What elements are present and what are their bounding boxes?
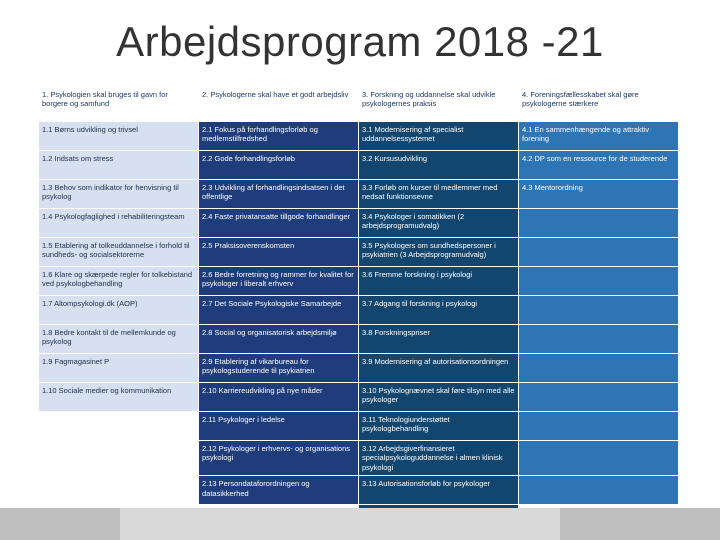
table-cell	[519, 383, 679, 412]
table-cell: 1.9 Fagmagasinet P	[39, 354, 199, 383]
table-cell	[39, 441, 199, 476]
footer-stripe	[560, 508, 720, 540]
table-cell	[519, 209, 679, 238]
table-cell: 1.7 Altompsykologi.dk (AOP)	[39, 296, 199, 325]
table-cell: 1.10 Sociale medier og kommunikation	[39, 383, 199, 412]
table-row	[39, 412, 679, 441]
table-row	[39, 267, 679, 296]
table-cell: 1.2 Indsats om stress	[39, 151, 199, 180]
table-cell	[519, 476, 679, 505]
table-row	[39, 441, 679, 476]
table-row	[39, 122, 679, 151]
table-row	[39, 325, 679, 354]
table-cell: 3.5 Psykologers om sundhedspersoner i psykiatrien (3 Arbejdsprogramudvalg)	[359, 238, 519, 267]
table-row	[39, 354, 679, 383]
table-cell: 3.13 Autorisationsforløb for psykologer	[359, 476, 519, 505]
table-row	[39, 476, 679, 505]
table-row	[39, 180, 679, 209]
table-cell: 1.6 Klare og skærpede regler for tolkebistand ved psykologbehandling	[39, 267, 199, 296]
table-cell: 2.8 Social og organisatorisk arbejdsmiljø	[199, 325, 359, 354]
table-cell: 2.7 Det Sociale Psykologiske Samarbejde	[199, 296, 359, 325]
footer-band	[0, 508, 720, 540]
table-cell	[519, 296, 679, 325]
table-row	[39, 151, 679, 180]
table-cell: 1.8 Bedre kontakt til de mellemkunde og psykolog	[39, 325, 199, 354]
table-cell: 4.2 DP som en ressource for de studerende	[519, 151, 679, 180]
table-cell: 3.11 Teknologiunderstøttet psykologbehandling	[359, 412, 519, 441]
column-header-1: 1. Psykologien skal bruges til gavn for borgere og samfund	[39, 87, 199, 122]
table-cell: 1.5 Etablering af tolkeuddannelse i forhold til sundheds- og socialsektorerne	[39, 238, 199, 267]
table-cell: 3.1 Modernisering af specialist uddannelsessystemet	[359, 122, 519, 151]
table-cell: 2.12 Psykologer i erhvervs- og organisations psykologi	[199, 441, 359, 476]
table-cell	[39, 476, 199, 505]
table-cell: 2.3 Udvikling af forhandlingsindsatsen i det offentlige	[199, 180, 359, 209]
table-cell: 2.10 Karriereudvikling på nye måder	[199, 383, 359, 412]
table-cell: 2.6 Bedre forretning og rammer for kvalitet for psykologer i liberalt erhverv	[199, 267, 359, 296]
table-cell: 4.3 Mentorordning	[519, 180, 679, 209]
table-header-row	[39, 87, 679, 122]
table-cell: 3.6 Fremme forskning i psykologi	[359, 267, 519, 296]
footer-stripe	[0, 508, 120, 540]
table-cell: 2.5 Praksisoverenskomsten	[199, 238, 359, 267]
table-cell: 4.1 En sammenhængende og attraktiv forening	[519, 122, 679, 151]
table-cell: 2.2 Gode forhandlingsforløb	[199, 151, 359, 180]
table-cell: 3.7 Adgang til forskning i psykologi	[359, 296, 519, 325]
table-cell: 1.4 Psykologfaglighed i rehabiliteringsteam	[39, 209, 199, 238]
table-cell: 1.3 Behov som indikator for henvisning til psykolog	[39, 180, 199, 209]
table-cell: 2.9 Etablering af vikarbureau for psykologstuderende til psykiatrien	[199, 354, 359, 383]
table-cell: 1.1 Børns udvikling og trivsel	[39, 122, 199, 151]
table-cell: 3.10 Psykolognævnet skal føre tilsyn med alle psykologer	[359, 383, 519, 412]
work-program-table-container	[38, 86, 678, 534]
table-cell: 3.12 Arbejdsgiverfinansieret specialpsykologuddannelse i almen klinisk psykologi	[359, 441, 519, 476]
table-row	[39, 238, 679, 267]
table-cell: 2.4 Faste privatansatte tillgode forhandlinger	[199, 209, 359, 238]
work-program-table	[38, 86, 679, 534]
column-header-4: 4. Foreningsfællesskabet skal gøre psykologerne stærkere	[519, 87, 679, 122]
table-cell	[519, 441, 679, 476]
table-cell: 3.8 Forskningspriser	[359, 325, 519, 354]
page-title: Arbejdsprogram 2018 -21	[116, 18, 604, 65]
table-cell: 2.13 Persondataforordningen og datasikkerhed	[199, 476, 359, 505]
table-cell	[519, 412, 679, 441]
table-cell	[519, 267, 679, 296]
table-cell: 3.4 Psykologer i somatikken (2 arbejdsprogramudvalg)	[359, 209, 519, 238]
table-row	[39, 209, 679, 238]
table-cell: 2.1 Fokus på forhandlingsforløb og medlemstilfredshed	[199, 122, 359, 151]
table-cell	[519, 354, 679, 383]
table-cell: 3.9 Modernisering af autorisationsordningen	[359, 354, 519, 383]
table-cell: 3.3 Forløb om kurser til medlemmer med nedsat funktionsevne	[359, 180, 519, 209]
table-row	[39, 383, 679, 412]
table-row	[39, 296, 679, 325]
column-header-3: 3. Forskning og uddannelse skal udvikle psykologernes praksis	[359, 87, 519, 122]
table-cell: 3.2 Kursusudvikling	[359, 151, 519, 180]
table-cell	[39, 412, 199, 441]
table-cell	[519, 325, 679, 354]
table-cell: 2.11 Psykologer i ledelse	[199, 412, 359, 441]
table-cell	[519, 238, 679, 267]
column-header-2: 2. Psykologerne skal have et godt arbejdsliv	[199, 87, 359, 122]
